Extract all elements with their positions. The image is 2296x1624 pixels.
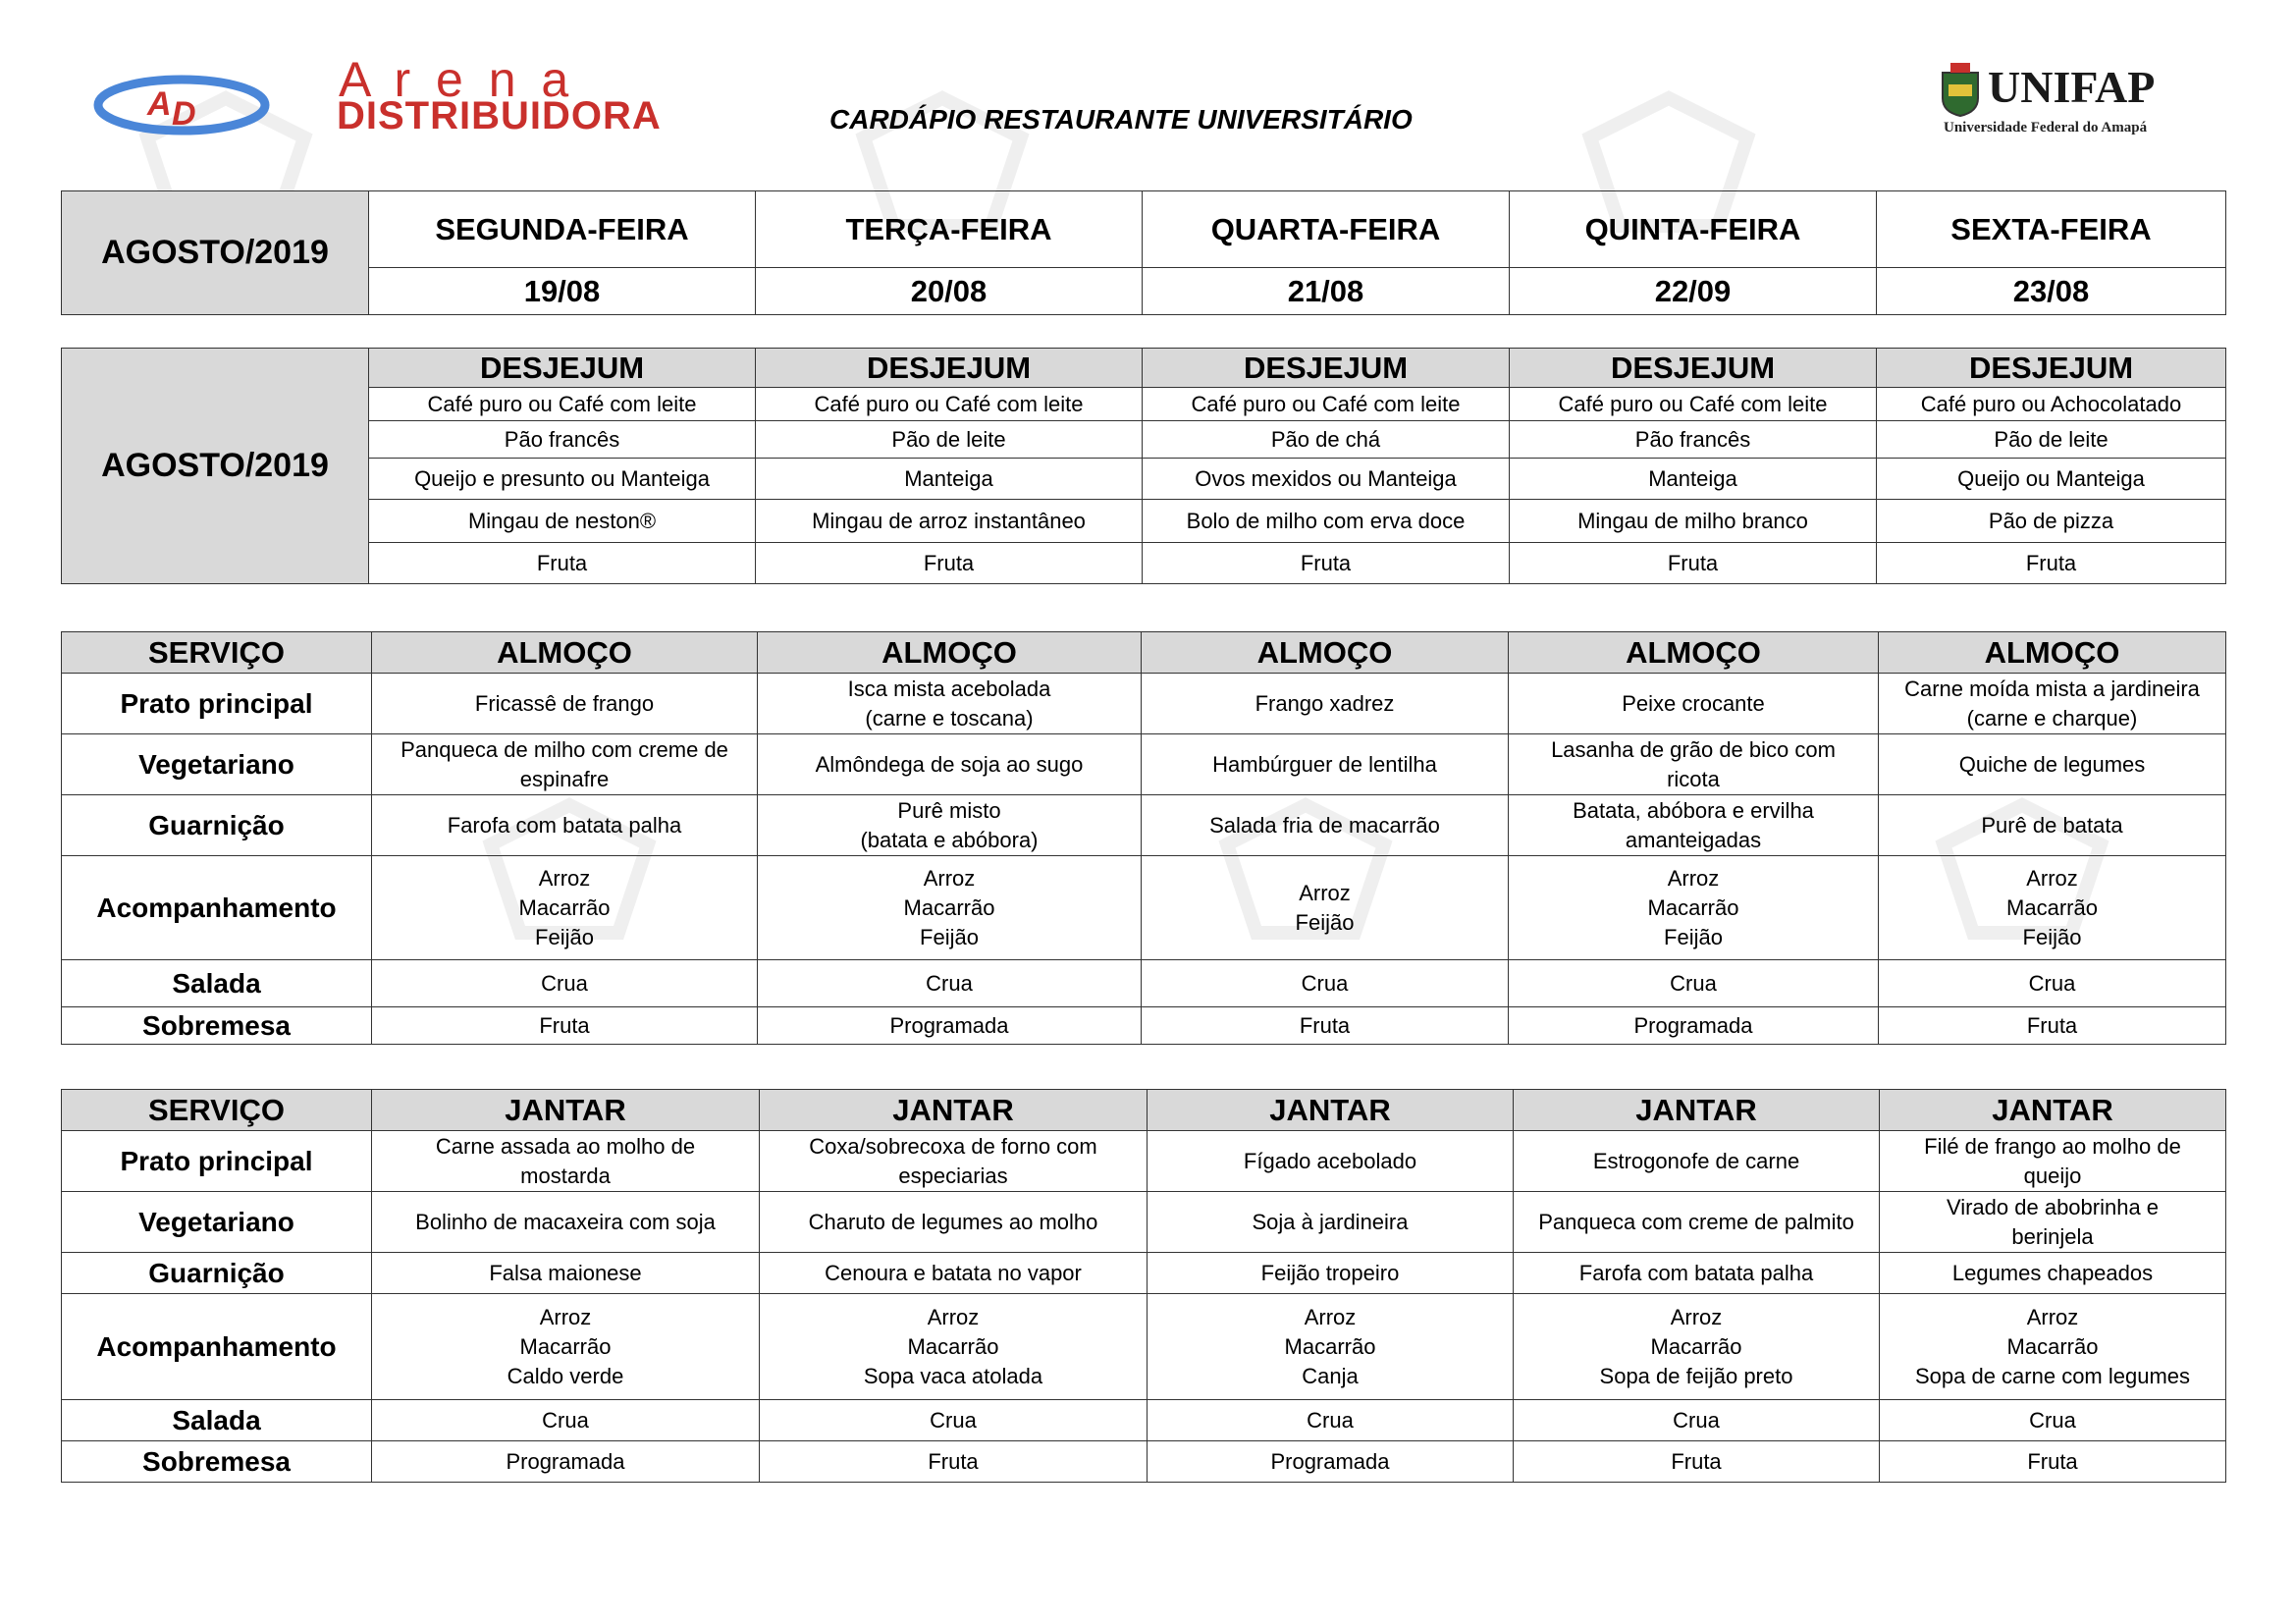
lunch-item: Lasanha de grão de bico com ricota <box>1509 734 1879 795</box>
unifap-crest-icon <box>1939 63 1982 118</box>
service-header: SERVIÇO <box>62 632 372 674</box>
arena-logo-sub: DISTRIBUIDORA <box>337 94 662 137</box>
lunch-table <box>61 631 2226 1045</box>
breakfast-item: Mingau de milho branco <box>1510 500 1877 543</box>
dinner-item: Panqueca com creme de palmito <box>1514 1192 1880 1253</box>
lunch-item: Crua <box>758 960 1142 1007</box>
row-label: Acompanhamento <box>62 856 372 960</box>
row-label: Prato principal <box>62 1131 372 1192</box>
breakfast-item: Pão francês <box>369 421 756 459</box>
lunch-item: Crua <box>1509 960 1879 1007</box>
unifap-name: UNIFAP <box>1988 62 2156 112</box>
dinner-item: Falsa maionese <box>372 1253 760 1294</box>
dinner-header: JANTAR <box>1880 1090 2226 1131</box>
breakfast-item: Fruta <box>756 543 1143 584</box>
lunch-item: Arroz Feijão <box>1142 856 1509 960</box>
day-date: 20/08 <box>756 268 1143 315</box>
dinner-item: Bolinho de macaxeira com soja <box>372 1192 760 1253</box>
row-label: Salada <box>62 1400 372 1441</box>
lunch-item: Arroz Macarrão Feijão <box>372 856 758 960</box>
lunch-header: ALMOÇO <box>758 632 1142 674</box>
lunch-item: Programada <box>1509 1007 1879 1045</box>
breakfast-header: DESJEJUM <box>1143 349 1510 388</box>
page-title: CARDÁPIO RESTAURANTE UNIVERSITÁRIO <box>829 104 1413 135</box>
dinner-header: JANTAR <box>1148 1090 1514 1131</box>
dinner-item: Programada <box>372 1441 760 1483</box>
arena-logo-word: A r e n a <box>339 52 575 107</box>
service-header: SERVIÇO <box>62 1090 372 1131</box>
lunch-item: Batata, abóbora e ervilha amanteigadas <box>1509 795 1879 856</box>
lunch-item: Crua <box>1879 960 2226 1007</box>
lunch-item: Fricassê de frango <box>372 674 758 734</box>
dinner-item: Soja à jardineira <box>1148 1192 1514 1253</box>
breakfast-item: Café puro ou Café com leite <box>1510 388 1877 421</box>
breakfast-item: Manteiga <box>756 459 1143 500</box>
lunch-item: Frango xadrez <box>1142 674 1509 734</box>
lunch-item: Hambúrguer de lentilha <box>1142 734 1509 795</box>
breakfast-item: Pão de leite <box>1877 421 2226 459</box>
lunch-item: Purê de batata <box>1879 795 2226 856</box>
dinner-item: Charuto de legumes ao molho <box>760 1192 1148 1253</box>
dinner-item: Fruta <box>1880 1441 2226 1483</box>
lunch-header: ALMOÇO <box>372 632 758 674</box>
day-name: TERÇA-FEIRA <box>756 191 1143 268</box>
breakfast-item: Queijo ou Manteiga <box>1877 459 2226 500</box>
dinner-item: Arroz Macarrão Sopa de feijão preto <box>1514 1294 1880 1400</box>
row-label: Sobremesa <box>62 1441 372 1483</box>
dinner-item: Arroz Macarrão Caldo verde <box>372 1294 760 1400</box>
day-name: QUINTA-FEIRA <box>1510 191 1877 268</box>
breakfast-header: DESJEJUM <box>756 349 1143 388</box>
row-label: Guarnição <box>62 1253 372 1294</box>
breakfast-item: Bolo de milho com erva doce <box>1143 500 1510 543</box>
day-date: 22/09 <box>1510 268 1877 315</box>
dinner-item: Legumes chapeados <box>1880 1253 2226 1294</box>
dinner-item: Crua <box>372 1400 760 1441</box>
breakfast-item: Fruta <box>1877 543 2226 584</box>
breakfast-item: Mingau de neston® <box>369 500 756 543</box>
month-cell: AGOSTO/2019 <box>62 191 369 315</box>
dinner-item: Crua <box>760 1400 1148 1441</box>
breakfast-month-cell: AGOSTO/2019 <box>62 349 369 584</box>
svg-text:D: D <box>172 95 196 133</box>
dinner-item: Programada <box>1148 1441 1514 1483</box>
dinner-item: Farofa com batata palha <box>1514 1253 1880 1294</box>
dinner-item: Filé de frango ao molho de queijo <box>1880 1131 2226 1192</box>
lunch-item: Fruta <box>1879 1007 2226 1045</box>
lunch-item: Almôndega de soja ao sugo <box>758 734 1142 795</box>
lunch-header: ALMOÇO <box>1879 632 2226 674</box>
day-name: SEXTA-FEIRA <box>1877 191 2226 268</box>
breakfast-item: Pão de leite <box>756 421 1143 459</box>
dinner-item: Crua <box>1514 1400 1880 1441</box>
breakfast-item: Pão de chá <box>1143 421 1510 459</box>
row-label: Vegetariano <box>62 734 372 795</box>
breakfast-item: Queijo e presunto ou Manteiga <box>369 459 756 500</box>
dinner-item: Arroz Macarrão Sopa vaca atolada <box>760 1294 1148 1400</box>
breakfast-item: Ovos mexidos ou Manteiga <box>1143 459 1510 500</box>
breakfast-item: Pão de pizza <box>1877 500 2226 543</box>
breakfast-item: Fruta <box>1143 543 1510 584</box>
row-label: Vegetariano <box>62 1192 372 1253</box>
lunch-header: ALMOÇO <box>1142 632 1509 674</box>
dinner-item: Fígado acebolado <box>1148 1131 1514 1192</box>
row-label: Guarnição <box>62 795 372 856</box>
lunch-item: Arroz Macarrão Feijão <box>758 856 1142 960</box>
dinner-item: Virado de abobrinha e berinjela <box>1880 1192 2226 1253</box>
dinner-item: Arroz Macarrão Sopa de carne com legumes <box>1880 1294 2226 1400</box>
dinner-header: JANTAR <box>760 1090 1148 1131</box>
day-name: SEGUNDA-FEIRA <box>369 191 756 268</box>
dinner-header: JANTAR <box>1514 1090 1880 1131</box>
breakfast-header: DESJEJUM <box>369 349 756 388</box>
lunch-header: ALMOÇO <box>1509 632 1879 674</box>
lunch-item: Programada <box>758 1007 1142 1045</box>
breakfast-item: Mingau de arroz instantâneo <box>756 500 1143 543</box>
row-label: Sobremesa <box>62 1007 372 1045</box>
dinner-item: Coxa/sobrecoxa de forno com especiarias <box>760 1131 1148 1192</box>
breakfast-item: Pão francês <box>1510 421 1877 459</box>
day-date: 19/08 <box>369 268 756 315</box>
lunch-item: Purê misto (batata e abóbora) <box>758 795 1142 856</box>
lunch-item: Panqueca de milho com creme de espinafre <box>372 734 758 795</box>
row-label: Acompanhamento <box>62 1294 372 1400</box>
breakfast-item: Fruta <box>1510 543 1877 584</box>
arena-distribuidora-logo <box>93 51 721 149</box>
breakfast-item: Café puro ou Café com leite <box>369 388 756 421</box>
unifap-logo <box>1939 57 2194 143</box>
row-label: Salada <box>62 960 372 1007</box>
lunch-item: Isca mista acebolada (carne e toscana) <box>758 674 1142 734</box>
dinner-header: JANTAR <box>372 1090 760 1131</box>
breakfast-item: Manteiga <box>1510 459 1877 500</box>
dinner-item: Fruta <box>1514 1441 1880 1483</box>
lunch-item: Crua <box>372 960 758 1007</box>
lunch-item: Arroz Macarrão Feijão <box>1509 856 1879 960</box>
breakfast-header: DESJEJUM <box>1510 349 1877 388</box>
day-date: 21/08 <box>1143 268 1510 315</box>
breakfast-item: Fruta <box>369 543 756 584</box>
dinner-item: Crua <box>1880 1400 2226 1441</box>
breakfast-item: Café puro ou Café com leite <box>756 388 1143 421</box>
dinner-item: Cenoura e batata no vapor <box>760 1253 1148 1294</box>
dinner-item: Crua <box>1148 1400 1514 1441</box>
lunch-item: Carne moída mista a jardineira (carne e charque) <box>1879 674 2226 734</box>
lunch-item: Crua <box>1142 960 1509 1007</box>
lunch-item: Fruta <box>372 1007 758 1045</box>
lunch-item: Arroz Macarrão Feijão <box>1879 856 2226 960</box>
breakfast-header: DESJEJUM <box>1877 349 2226 388</box>
breakfast-item: Café puro ou Achocolatado <box>1877 388 2226 421</box>
day-date: 23/08 <box>1877 268 2226 315</box>
day-name: QUARTA-FEIRA <box>1143 191 1510 268</box>
lunch-item: Salada fria de macarrão <box>1142 795 1509 856</box>
dinner-table <box>61 1089 2226 1483</box>
unifap-subtitle: Universidade Federal do Amapá <box>1944 120 2148 135</box>
row-label: Prato principal <box>62 674 372 734</box>
lunch-item: Farofa com batata palha <box>372 795 758 856</box>
days-table <box>61 190 2226 315</box>
dinner-item: Feijão tropeiro <box>1148 1253 1514 1294</box>
dinner-item: Estrogonofe de carne <box>1514 1131 1880 1192</box>
dinner-item: Fruta <box>760 1441 1148 1483</box>
dinner-item: Carne assada ao molho de mostarda <box>372 1131 760 1192</box>
dinner-item: Arroz Macarrão Canja <box>1148 1294 1514 1400</box>
lunch-item: Quiche de legumes <box>1879 734 2226 795</box>
svg-text:A: A <box>147 85 172 123</box>
breakfast-table <box>61 348 2226 584</box>
lunch-item: Fruta <box>1142 1007 1509 1045</box>
lunch-item: Peixe crocante <box>1509 674 1879 734</box>
breakfast-item: Café puro ou Café com leite <box>1143 388 1510 421</box>
